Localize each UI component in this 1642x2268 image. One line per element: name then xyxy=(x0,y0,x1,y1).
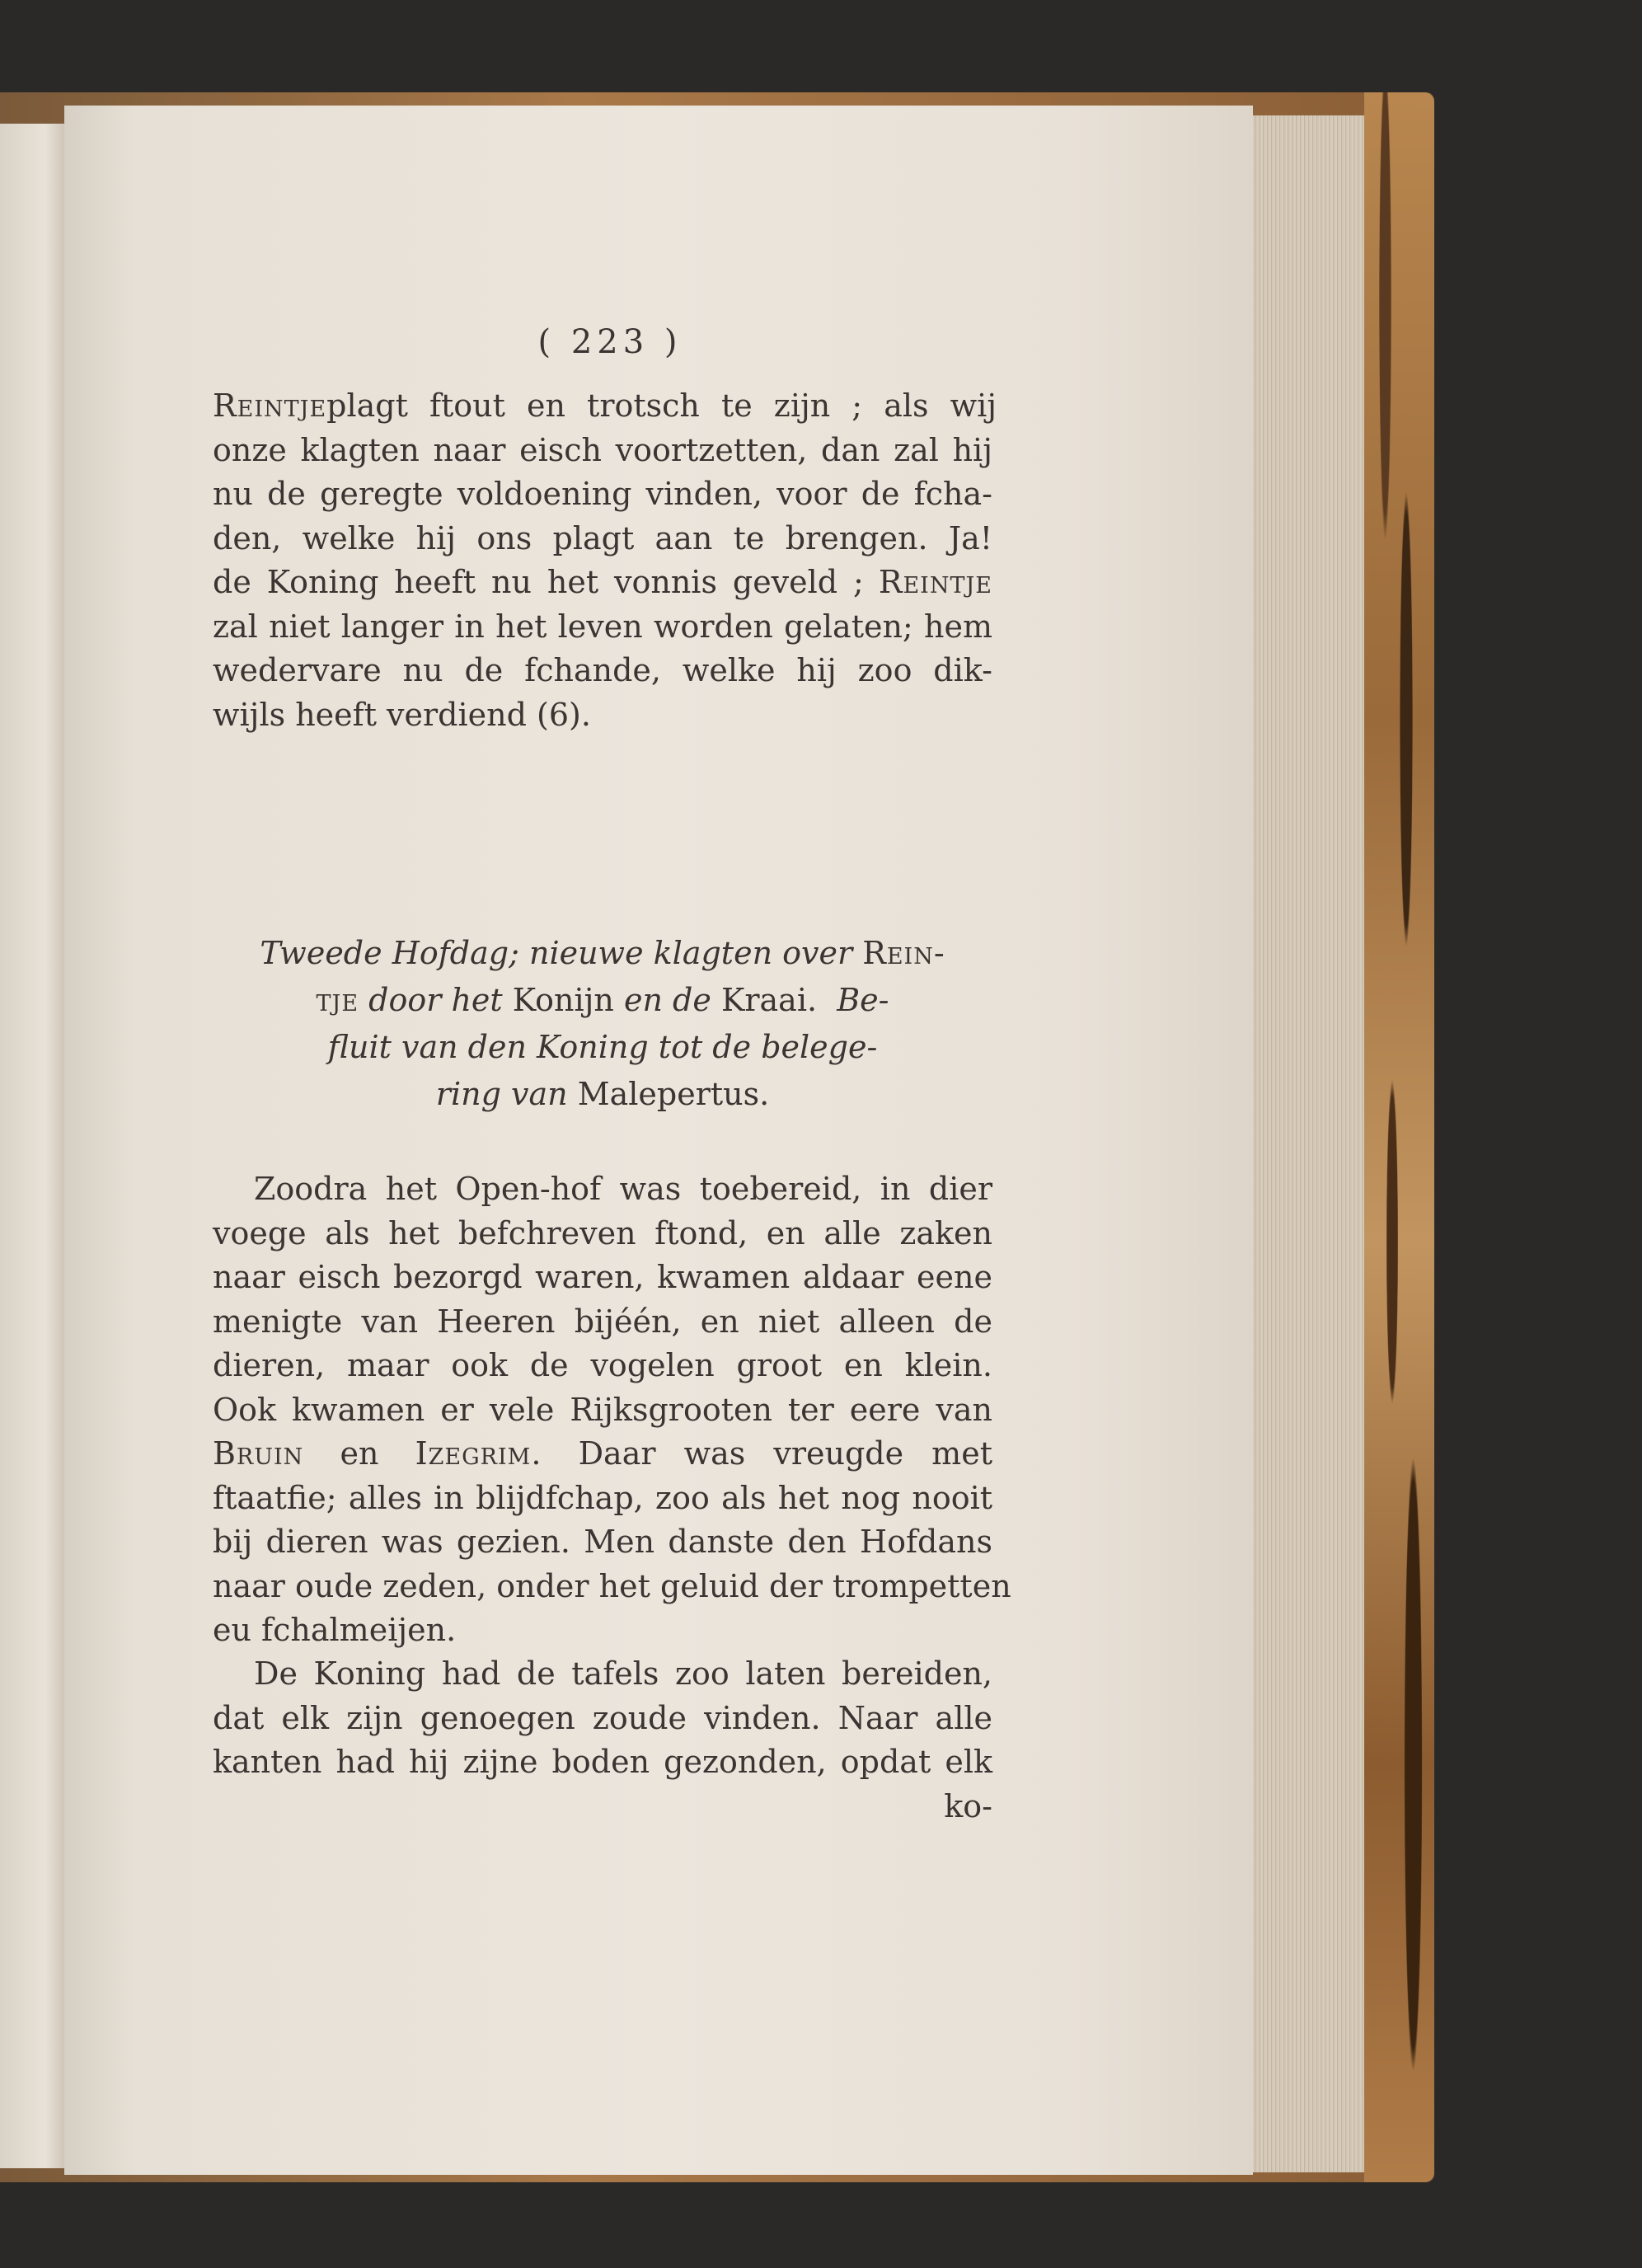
text-line: wijls heeft verdiend (6). xyxy=(213,696,591,733)
text-line: wedervare nu de fchande, welke hij zoo dik- xyxy=(213,652,992,688)
text-line: Ook kwamen er vele Rijksgrooten ter eere van xyxy=(213,1391,992,1428)
text-line: dieren, maar ook de vogelen groot en klein. xyxy=(213,1347,992,1383)
text-line: Reintje plagt ftout en trotsch te zijn ; als wij xyxy=(213,387,997,424)
text-line: Bruin en Izegrim. Daar was vreugde met xyxy=(213,1435,992,1472)
left-page-edge xyxy=(0,124,64,2168)
text-line: ftaatfie; alles in blijdfchap, zoo als het nog nooit xyxy=(213,1479,992,1516)
catchword: ko- xyxy=(944,1787,992,1824)
text-line: Zoodra het Open-hof was toebereid, in dier xyxy=(254,1171,992,1207)
text-line: eu fchalmeijen. xyxy=(213,1612,457,1648)
text-line: den, welke hij ons plagt aan te brengen. Ja! xyxy=(213,519,992,556)
text-line: bij dieren was gezien. Men danste den Hofdans xyxy=(213,1524,992,1560)
text-line: de Koning heeft nu het vonnis geveld ; Reintje xyxy=(213,564,992,600)
text-line: dat elk zijn genoegen zoude vinden. Naar alle xyxy=(213,1699,992,1736)
text-line: menigte van Heeren bijéén, en niet alleen de xyxy=(213,1303,992,1340)
heading-line-3: fluit van den Koning tot de belege- xyxy=(327,1029,878,1065)
paragraph-2 xyxy=(213,1167,1011,1653)
paragraph-1 xyxy=(213,384,997,737)
section-heading xyxy=(213,930,992,1118)
text-line: naar oude zeden, onder het geluid der trompetten xyxy=(213,1567,1011,1604)
heading-line-4: ring van Malepertus. xyxy=(435,1076,770,1112)
text-line: De Koning had de tafels zoo laten bereiden, xyxy=(254,1655,992,1692)
heading-line-2: tje door het Konijn en de Kraai. Be- xyxy=(316,982,889,1018)
text-line: voege als het befchreven ftond, en alle zaken xyxy=(213,1214,992,1251)
page-number: ( 223 ) xyxy=(537,323,683,361)
text-line: zal niet langer in het leven worden gelaten; hem xyxy=(213,608,992,645)
paragraph-3 xyxy=(213,1652,992,1829)
text-line: naar eisch bezorgd waren, kwamen aldaar eene xyxy=(213,1259,992,1295)
page-fore-edge xyxy=(1253,115,1364,2172)
text-line: kanten had hij zijne boden gezonden, opdat elk xyxy=(213,1744,992,1780)
text-line: nu de geregte voldoening vinden, voor de fcha- xyxy=(213,476,992,512)
text-line: onze klagten naar eisch voortzetten, dan zal hij xyxy=(213,431,992,468)
heading-line-1: Tweede Hofdag; nieuwe klagten over Rein- xyxy=(260,935,945,971)
marbled-board xyxy=(1364,92,1434,2182)
